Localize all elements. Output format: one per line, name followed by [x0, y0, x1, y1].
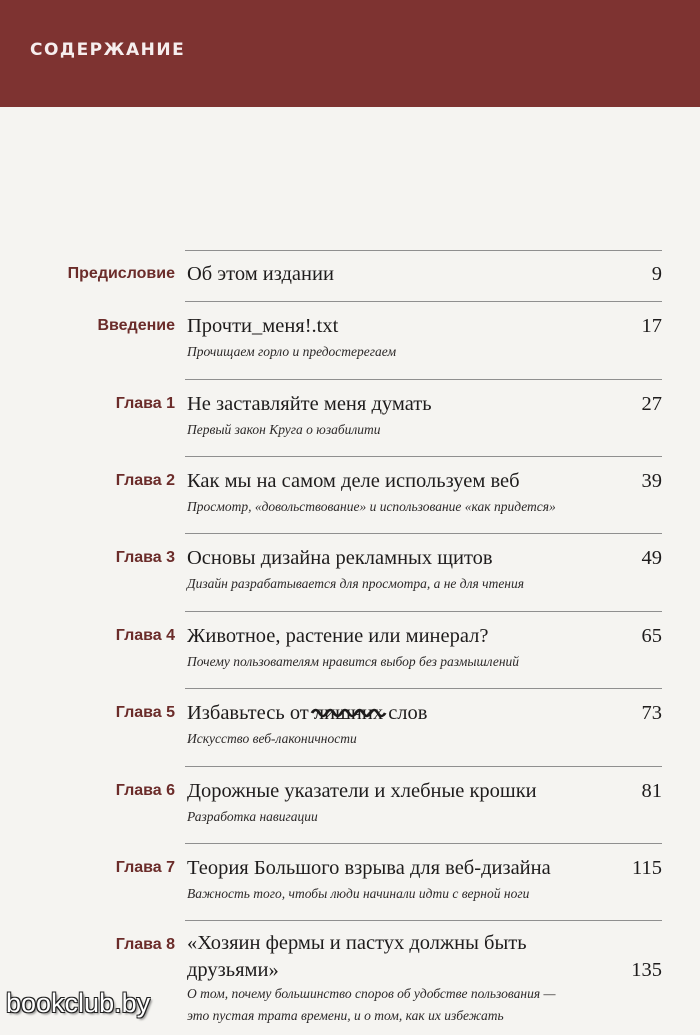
entry-label: Глава 8	[115, 936, 175, 953]
entry-page: 135	[631, 959, 662, 981]
entry-subtitle: Прочищаем горло и предостерегаем	[187, 344, 397, 359]
entry-subtitle	[187, 983, 657, 1027]
entry-subtitle-line-2: это пустая трата времени, и о том, как их избежать	[187, 1008, 504, 1023]
entry-label: Глава 7	[115, 859, 175, 876]
entry-label: Введение	[97, 317, 175, 334]
entry-subtitle: Дизайн разрабатывается для просмотра, а не для чтения	[187, 576, 525, 591]
entry-page: 27	[641, 393, 662, 415]
entry-title: Как мы на самом деле используем веб	[187, 470, 520, 492]
entry-page: 73	[641, 702, 662, 724]
entry-page: 17	[641, 315, 662, 337]
entry-label: Глава 4	[115, 627, 175, 644]
toc-entry-chapter-5[interactable]	[0, 689, 700, 766]
entry-title: Животное, растение или минерал?	[187, 625, 489, 647]
struck-word	[314, 702, 383, 724]
entry-subtitle: Первый закон Круга о юзабилити	[187, 422, 381, 437]
entry-title: Теория Большого взрыва для веб-дизайна	[187, 857, 551, 879]
entry-title	[187, 700, 607, 726]
entry-title	[187, 930, 627, 983]
entry-page: 49	[641, 547, 662, 569]
entry-title: Прочти_меня!.txt	[187, 315, 339, 337]
struck-word-text: лишних	[313, 702, 384, 724]
entry-title: Дорожные указатели и хлебные крошки	[187, 780, 537, 802]
toc-entry-chapter-3[interactable]	[0, 534, 700, 611]
toc-entry-chapter-6[interactable]	[0, 767, 700, 843]
entry-subtitle: Искусство веб-лаконичности	[187, 731, 357, 746]
entry-label: Предисловие	[67, 265, 175, 282]
entry-page: 39	[641, 470, 662, 492]
entry-title-line-2: друзьями»	[187, 959, 279, 981]
entry-subtitle: Просмотр, «довольствование» и использование «как придется»	[187, 499, 556, 514]
toc-entry-chapter-4[interactable]	[0, 612, 700, 688]
entry-subtitle: Разработка навигации	[187, 809, 318, 824]
page-title: СОДЕРЖАНИЕ	[30, 40, 186, 60]
entry-title: Не заставляйте меня думать	[187, 393, 432, 415]
entry-subtitle: Почему пользователям нравится выбор без размышлений	[187, 654, 520, 669]
entry-page: 115	[632, 857, 662, 879]
header-bar	[0, 0, 700, 107]
entry-label: Глава 6	[115, 782, 175, 799]
entry-title-end: слов	[383, 702, 428, 724]
toc-entry-foreword[interactable]	[0, 250, 700, 302]
toc-entry-intro[interactable]	[0, 302, 700, 379]
entry-subtitle-line-1: О том, почему большинство споров об удобстве пользования —	[187, 986, 556, 1001]
entry-title: Об этом издании	[187, 263, 334, 285]
entry-page: 81	[641, 780, 662, 802]
entry-page: 9	[651, 263, 662, 285]
entry-title-start: Избавьтесь от	[187, 702, 314, 724]
scribble-icon	[312, 705, 385, 719]
entry-label: Глава 5	[115, 704, 175, 721]
toc-entry-chapter-7[interactable]	[0, 844, 700, 921]
entry-label: Глава 2	[115, 472, 175, 489]
entry-subtitle: Важность того, чтобы люди начинали идти с верной ноги	[187, 886, 530, 901]
toc-entry-chapter-1[interactable]	[0, 380, 700, 457]
entry-title: Основы дизайна рекламных щитов	[187, 547, 493, 569]
watermark: bookclub.by	[6, 988, 151, 1018]
entry-label: Глава 3	[115, 549, 175, 566]
entry-page: 65	[641, 625, 662, 647]
entry-title-line-1: «Хозяин фермы и пастух должны быть	[187, 932, 527, 954]
entry-label: Глава 1	[115, 395, 175, 412]
toc-entry-chapter-2[interactable]	[0, 457, 700, 533]
